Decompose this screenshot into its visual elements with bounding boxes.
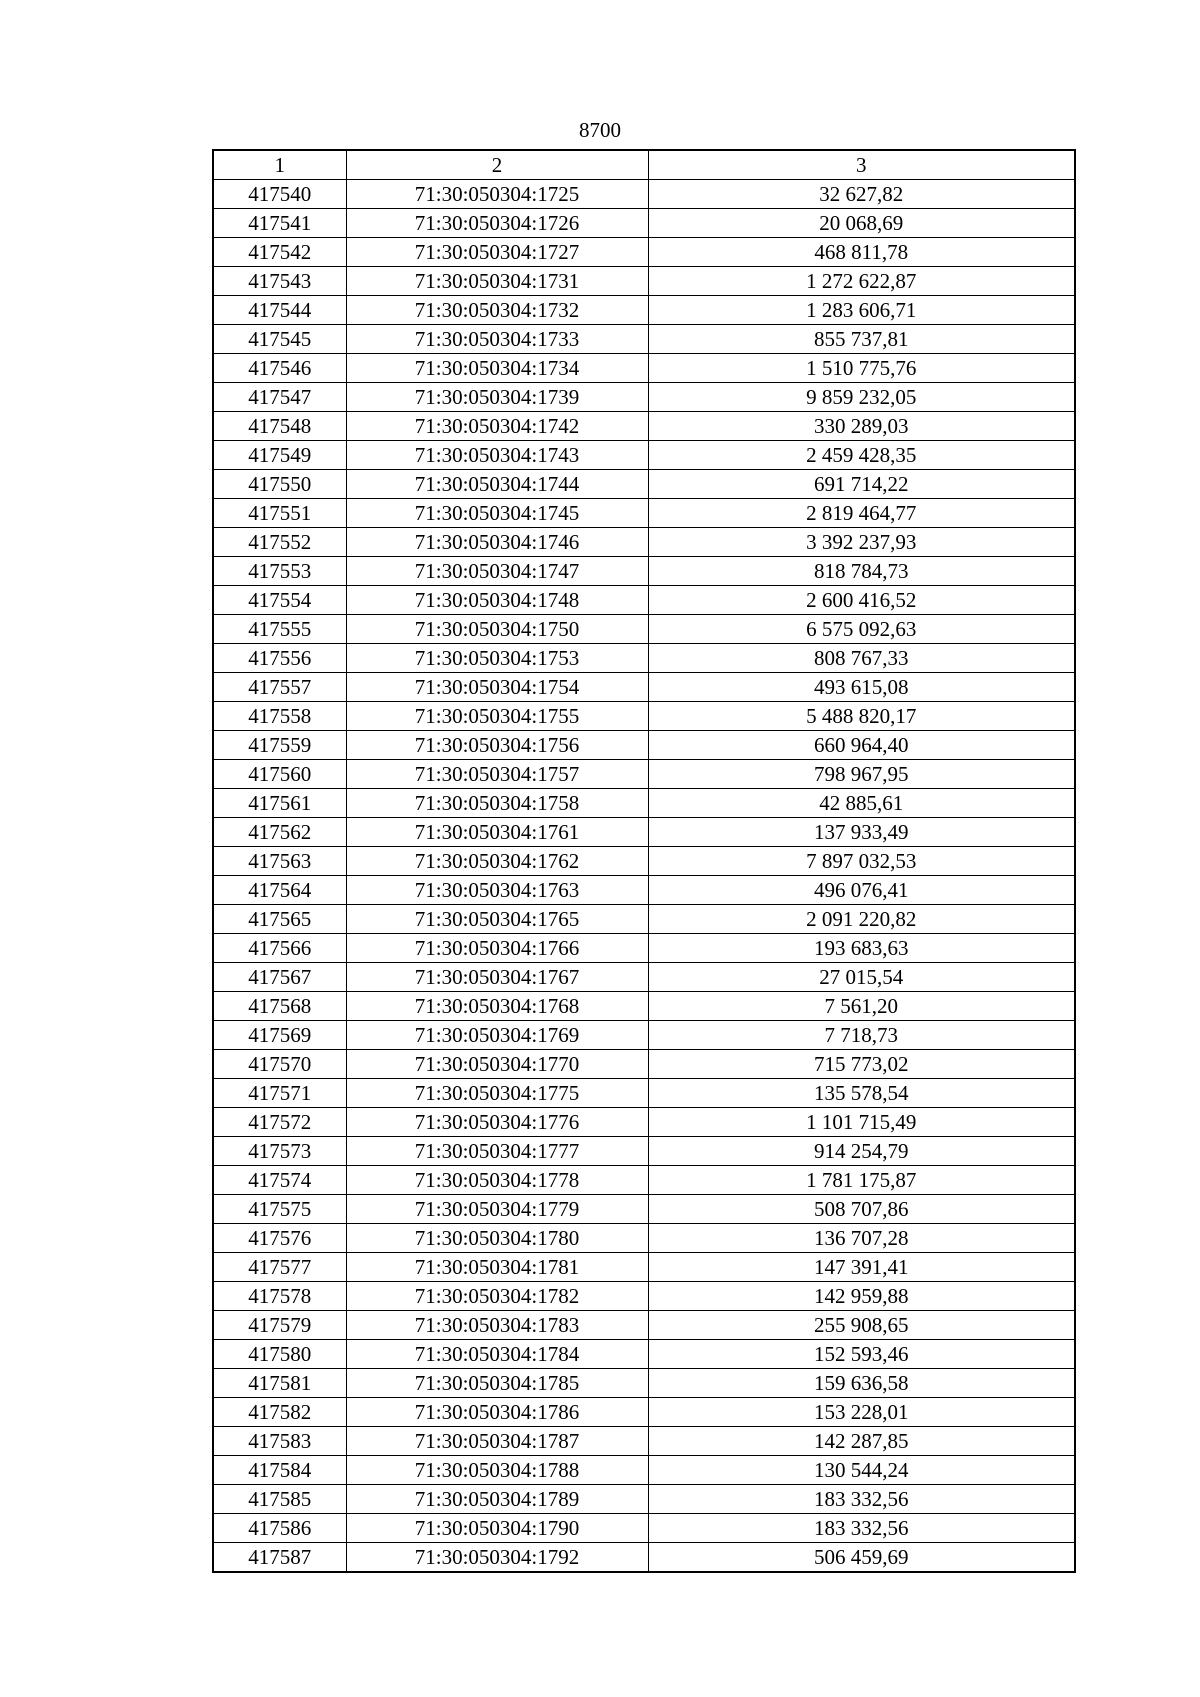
- cadastral-number-cell: 71:30:050304:1756: [346, 731, 648, 760]
- table-body: [213, 180, 1075, 1573]
- cadastral-number-cell: 71:30:050304:1734: [346, 354, 648, 383]
- cadastral-number-cell: 71:30:050304:1731: [346, 267, 648, 296]
- row-number-cell: 417566: [213, 934, 346, 963]
- table-row: [213, 1340, 1075, 1369]
- value-cell: 855 737,81: [648, 325, 1075, 354]
- value-cell: 9 859 232,05: [648, 383, 1075, 412]
- cadastral-number-cell: 71:30:050304:1792: [346, 1543, 648, 1573]
- cadastral-number-cell: 71:30:050304:1782: [346, 1282, 648, 1311]
- value-cell: 7 561,20: [648, 992, 1075, 1021]
- row-number-cell: 417553: [213, 557, 346, 586]
- cadastral-number-cell: 71:30:050304:1744: [346, 470, 648, 499]
- table-row: [213, 1369, 1075, 1398]
- table-row: [213, 1456, 1075, 1485]
- value-cell: 496 076,41: [648, 876, 1075, 905]
- value-cell: 506 459,69: [648, 1543, 1075, 1573]
- row-number-cell: 417573: [213, 1137, 346, 1166]
- value-cell: 798 967,95: [648, 760, 1075, 789]
- row-number-cell: 417582: [213, 1398, 346, 1427]
- value-cell: 20 068,69: [648, 209, 1075, 238]
- row-number-cell: 417547: [213, 383, 346, 412]
- row-number-cell: 417574: [213, 1166, 346, 1195]
- value-cell: 153 228,01: [648, 1398, 1075, 1427]
- row-number-cell: 417563: [213, 847, 346, 876]
- cadastral-number-cell: 71:30:050304:1767: [346, 963, 648, 992]
- value-cell: 7 718,73: [648, 1021, 1075, 1050]
- value-cell: 137 933,49: [648, 818, 1075, 847]
- cadastral-number-cell: 71:30:050304:1762: [346, 847, 648, 876]
- header-row: [213, 150, 1075, 180]
- value-cell: 42 885,61: [648, 789, 1075, 818]
- row-number-cell: 417576: [213, 1224, 346, 1253]
- cadastral-number-cell: 71:30:050304:1789: [346, 1485, 648, 1514]
- cadastral-number-cell: 71:30:050304:1754: [346, 673, 648, 702]
- row-number-cell: 417567: [213, 963, 346, 992]
- value-cell: 3 392 237,93: [648, 528, 1075, 557]
- table-row: [213, 412, 1075, 441]
- row-number-cell: 417575: [213, 1195, 346, 1224]
- table-row: [213, 1514, 1075, 1543]
- row-number-cell: 417571: [213, 1079, 346, 1108]
- table-row: [213, 702, 1075, 731]
- table-header: [213, 150, 1075, 180]
- value-cell: 468 811,78: [648, 238, 1075, 267]
- value-cell: 914 254,79: [648, 1137, 1075, 1166]
- table-row: [213, 1543, 1075, 1573]
- row-number-cell: 417551: [213, 499, 346, 528]
- table-row: [213, 1137, 1075, 1166]
- table-row: [213, 441, 1075, 470]
- cadastral-number-cell: 71:30:050304:1785: [346, 1369, 648, 1398]
- table-row: [213, 644, 1075, 673]
- page-number: 8700: [579, 118, 621, 142]
- row-number-cell: 417542: [213, 238, 346, 267]
- row-number-cell: 417558: [213, 702, 346, 731]
- table-row: [213, 1485, 1075, 1514]
- table-row: [213, 905, 1075, 934]
- cadastral-number-cell: 71:30:050304:1784: [346, 1340, 648, 1369]
- table-row: [213, 992, 1075, 1021]
- cadastral-number-cell: 71:30:050304:1761: [346, 818, 648, 847]
- cadastral-number-cell: 71:30:050304:1725: [346, 180, 648, 209]
- value-cell: 183 332,56: [648, 1514, 1075, 1543]
- column-header-3: 3: [648, 150, 1075, 180]
- row-number-cell: 417568: [213, 992, 346, 1021]
- value-cell: 2 459 428,35: [648, 441, 1075, 470]
- table-row: [213, 731, 1075, 760]
- row-number-cell: 417556: [213, 644, 346, 673]
- column-header-1: 1: [213, 150, 346, 180]
- row-number-cell: 417540: [213, 180, 346, 209]
- table-row: [213, 818, 1075, 847]
- cadastral-number-cell: 71:30:050304:1733: [346, 325, 648, 354]
- row-number-cell: 417555: [213, 615, 346, 644]
- table-row: [213, 1224, 1075, 1253]
- table-row: [213, 876, 1075, 905]
- value-cell: 2 819 464,77: [648, 499, 1075, 528]
- cadastral-number-cell: 71:30:050304:1732: [346, 296, 648, 325]
- cadastral-number-cell: 71:30:050304:1781: [346, 1253, 648, 1282]
- table-row: [213, 528, 1075, 557]
- value-cell: 808 767,33: [648, 644, 1075, 673]
- table-row: [213, 267, 1075, 296]
- cadastral-number-cell: 71:30:050304:1769: [346, 1021, 648, 1050]
- value-cell: 1 510 775,76: [648, 354, 1075, 383]
- value-cell: 5 488 820,17: [648, 702, 1075, 731]
- value-cell: 1 272 622,87: [648, 267, 1075, 296]
- value-cell: 508 707,86: [648, 1195, 1075, 1224]
- table-row: [213, 383, 1075, 412]
- value-cell: 2 091 220,82: [648, 905, 1075, 934]
- table-row: [213, 325, 1075, 354]
- value-cell: 27 015,54: [648, 963, 1075, 992]
- table-row: [213, 557, 1075, 586]
- cadastral-number-cell: 71:30:050304:1778: [346, 1166, 648, 1195]
- value-cell: 193 683,63: [648, 934, 1075, 963]
- value-cell: 183 332,56: [648, 1485, 1075, 1514]
- row-number-cell: 417578: [213, 1282, 346, 1311]
- cadastral-number-cell: 71:30:050304:1727: [346, 238, 648, 267]
- row-number-cell: 417559: [213, 731, 346, 760]
- cadastral-number-cell: 71:30:050304:1770: [346, 1050, 648, 1079]
- value-cell: 142 287,85: [648, 1427, 1075, 1456]
- row-number-cell: 417585: [213, 1485, 346, 1514]
- row-number-cell: 417545: [213, 325, 346, 354]
- row-number-cell: 417562: [213, 818, 346, 847]
- cadastral-number-cell: 71:30:050304:1783: [346, 1311, 648, 1340]
- table-row: [213, 1050, 1075, 1079]
- cadastral-number-cell: 71:30:050304:1766: [346, 934, 648, 963]
- cadastral-number-cell: 71:30:050304:1750: [346, 615, 648, 644]
- value-cell: 818 784,73: [648, 557, 1075, 586]
- value-cell: 142 959,88: [648, 1282, 1075, 1311]
- value-cell: 1 781 175,87: [648, 1166, 1075, 1195]
- table-row: [213, 499, 1075, 528]
- cadastral-number-cell: 71:30:050304:1765: [346, 905, 648, 934]
- cadastral-number-cell: 71:30:050304:1768: [346, 992, 648, 1021]
- table-row: [213, 1108, 1075, 1137]
- value-cell: 152 593,46: [648, 1340, 1075, 1369]
- table-row: [213, 586, 1075, 615]
- value-cell: 493 615,08: [648, 673, 1075, 702]
- cadastral-number-cell: 71:30:050304:1745: [346, 499, 648, 528]
- cadastral-number-cell: 71:30:050304:1790: [346, 1514, 648, 1543]
- value-cell: 159 636,58: [648, 1369, 1075, 1398]
- value-cell: 660 964,40: [648, 731, 1075, 760]
- cadastral-number-cell: 71:30:050304:1758: [346, 789, 648, 818]
- row-number-cell: 417572: [213, 1108, 346, 1137]
- row-number-cell: 417549: [213, 441, 346, 470]
- value-cell: 135 578,54: [648, 1079, 1075, 1108]
- value-cell: 136 707,28: [648, 1224, 1075, 1253]
- value-cell: 147 391,41: [648, 1253, 1075, 1282]
- row-number-cell: 417543: [213, 267, 346, 296]
- value-cell: 1 283 606,71: [648, 296, 1075, 325]
- row-number-cell: 417548: [213, 412, 346, 441]
- value-cell: 330 289,03: [648, 412, 1075, 441]
- table-row: [213, 615, 1075, 644]
- cadastral-number-cell: 71:30:050304:1755: [346, 702, 648, 731]
- row-number-cell: 417570: [213, 1050, 346, 1079]
- cadastral-number-cell: 71:30:050304:1746: [346, 528, 648, 557]
- cadastral-number-cell: 71:30:050304:1757: [346, 760, 648, 789]
- cadastral-number-cell: 71:30:050304:1753: [346, 644, 648, 673]
- row-number-cell: 417586: [213, 1514, 346, 1543]
- cadastral-number-cell: 71:30:050304:1780: [346, 1224, 648, 1253]
- table-row: [213, 1282, 1075, 1311]
- cadastral-number-cell: 71:30:050304:1743: [346, 441, 648, 470]
- row-number-cell: 417550: [213, 470, 346, 499]
- row-number-cell: 417579: [213, 1311, 346, 1340]
- value-cell: 32 627,82: [648, 180, 1075, 209]
- cadastral-number-cell: 71:30:050304:1747: [346, 557, 648, 586]
- table-row: [213, 1311, 1075, 1340]
- table-row: [213, 470, 1075, 499]
- row-number-cell: 417564: [213, 876, 346, 905]
- value-cell: 130 544,24: [648, 1456, 1075, 1485]
- value-cell: 7 897 032,53: [648, 847, 1075, 876]
- value-cell: 255 908,65: [648, 1311, 1075, 1340]
- cadastral-number-cell: 71:30:050304:1787: [346, 1427, 648, 1456]
- cadastral-number-cell: 71:30:050304:1779: [346, 1195, 648, 1224]
- table-row: [213, 934, 1075, 963]
- value-cell: 2 600 416,52: [648, 586, 1075, 615]
- row-number-cell: 417580: [213, 1340, 346, 1369]
- row-number-cell: 417552: [213, 528, 346, 557]
- row-number-cell: 417584: [213, 1456, 346, 1485]
- row-number-cell: 417587: [213, 1543, 346, 1573]
- row-number-cell: 417565: [213, 905, 346, 934]
- cadastral-number-cell: 71:30:050304:1726: [346, 209, 648, 238]
- cadastral-number-cell: 71:30:050304:1786: [346, 1398, 648, 1427]
- cadastral-number-cell: 71:30:050304:1776: [346, 1108, 648, 1137]
- row-number-cell: 417560: [213, 760, 346, 789]
- table-row: [213, 1021, 1075, 1050]
- table-row: [213, 209, 1075, 238]
- table-row: [213, 354, 1075, 383]
- cadastral-number-cell: 71:30:050304:1739: [346, 383, 648, 412]
- table-row: [213, 963, 1075, 992]
- column-header-2: 2: [346, 150, 648, 180]
- table-row: [213, 847, 1075, 876]
- value-cell: 691 714,22: [648, 470, 1075, 499]
- row-number-cell: 417561: [213, 789, 346, 818]
- table-row: [213, 760, 1075, 789]
- row-number-cell: 417541: [213, 209, 346, 238]
- table-row: [213, 673, 1075, 702]
- row-number-cell: 417577: [213, 1253, 346, 1282]
- table-row: [213, 789, 1075, 818]
- cadastral-number-cell: 71:30:050304:1788: [346, 1456, 648, 1485]
- value-cell: 715 773,02: [648, 1050, 1075, 1079]
- cadastral-number-cell: 71:30:050304:1748: [346, 586, 648, 615]
- table-row: [213, 1398, 1075, 1427]
- cadastral-number-cell: 71:30:050304:1777: [346, 1137, 648, 1166]
- table-row: [213, 1427, 1075, 1456]
- table-row: [213, 296, 1075, 325]
- table-row: [213, 1079, 1075, 1108]
- value-cell: 1 101 715,49: [648, 1108, 1075, 1137]
- row-number-cell: 417546: [213, 354, 346, 383]
- data-table: [212, 149, 1076, 1573]
- table-row: [213, 238, 1075, 267]
- row-number-cell: 417583: [213, 1427, 346, 1456]
- table-row: [213, 180, 1075, 209]
- row-number-cell: 417581: [213, 1369, 346, 1398]
- row-number-cell: 417557: [213, 673, 346, 702]
- cadastral-number-cell: 71:30:050304:1742: [346, 412, 648, 441]
- row-number-cell: 417544: [213, 296, 346, 325]
- value-cell: 6 575 092,63: [648, 615, 1075, 644]
- row-number-cell: 417554: [213, 586, 346, 615]
- row-number-cell: 417569: [213, 1021, 346, 1050]
- table-row: [213, 1166, 1075, 1195]
- cadastral-number-cell: 71:30:050304:1775: [346, 1079, 648, 1108]
- table-row: [213, 1195, 1075, 1224]
- table-row: [213, 1253, 1075, 1282]
- cadastral-number-cell: 71:30:050304:1763: [346, 876, 648, 905]
